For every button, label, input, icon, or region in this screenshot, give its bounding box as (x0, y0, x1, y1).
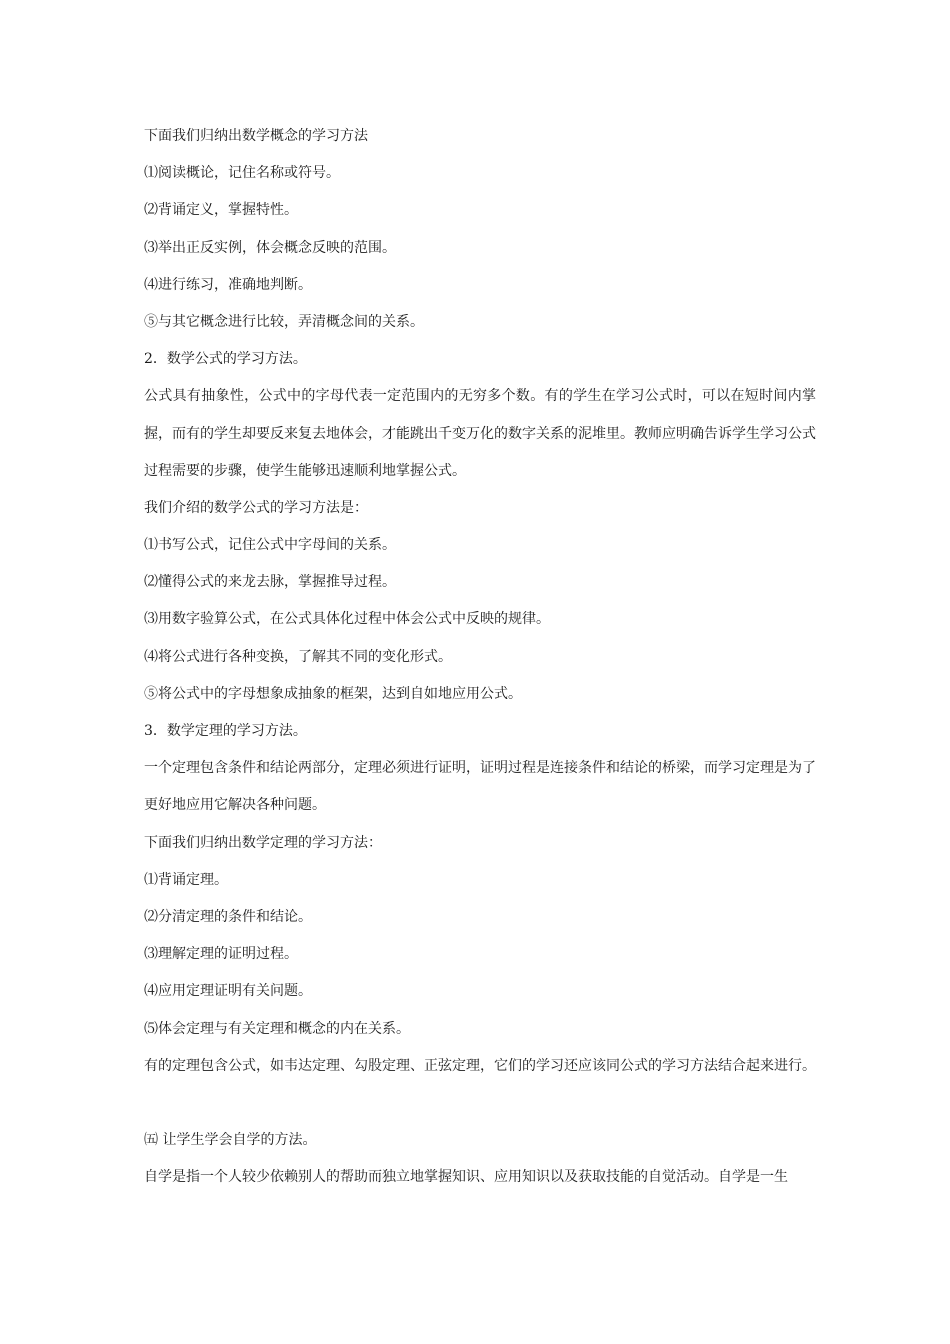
formula-intro: 我们介绍的数学公式的学习方法是： (144, 499, 368, 516)
concept-step-3: ⑶举出正反实例，体会概念反映的范围。 (144, 239, 396, 256)
theorem-step-4: ⑷应用定理证明有关问题。 (144, 983, 312, 1000)
theorem-step-3: ⑶理解定理的证明过程。 (144, 946, 298, 963)
selfstudy-paragraph: 自学是指一个人较少依赖别人的帮助而独立地掌握知识、应用知识以及获取技能的自觉活动。自学是一生 (144, 1169, 788, 1186)
concept-step-4: ⑷进行练习，准确地判断。 (144, 276, 312, 293)
concept-step-5: ⑤与其它概念进行比较，弄清概念间的关系。 (144, 313, 424, 330)
theorem-step-5: ⑸体会定理与有关定理和概念的内在关系。 (144, 1020, 410, 1037)
formula-heading: 2．数学公式的学习方法。 (144, 351, 307, 368)
document-body (144, 118, 816, 1197)
theorem-step-1: ⑴背诵定理。 (144, 871, 228, 888)
concept-step-1: ⑴阅读概论，记住名称或符号。 (144, 165, 340, 182)
formula-step-4: ⑷将公式进行各种变换，了解其不同的变化形式。 (144, 648, 452, 665)
concept-step-2: ⑵背诵定义，掌握特性。 (144, 202, 298, 219)
theorem-closing: 有的定理包含公式，如韦达定理、勾股定理、正弦定理，它们的学习还应该同公式的学习方法结合起来进行。 (144, 1057, 816, 1074)
formula-step-1: ⑴书写公式，记住公式中字母间的关系。 (144, 537, 396, 554)
theorem-paragraph: 一个定理包含条件和结论两部分，定理必须进行证明，证明过程是连接条件和结论的桥梁，而学习定理是为了更好地应用它解决各种问题。 (144, 760, 816, 814)
formula-step-3: ⑶用数字验算公式，在公式具体化过程中体会公式中反映的规律。 (144, 611, 550, 628)
formula-paragraph: 公式具有抽象性，公式中的字母代表一定范围内的无穷多个数。有的学生在学习公式时，可以在短时间内掌握，而有的学生却要反来复去地体会，才能跳出千变万化的数字关系的泥堆里。教师应明确告诉学生学习公式过程需要的步骤，使学生能够迅速顺利地掌握公式。 (144, 388, 816, 479)
formula-step-2: ⑵懂得公式的来龙去脉，掌握推导过程。 (144, 574, 396, 591)
formula-step-5: ⑤将公式中的字母想象成抽象的框架，达到自如地应用公式。 (144, 685, 522, 702)
theorem-step-2: ⑵分清定理的条件和结论。 (144, 909, 312, 926)
selfstudy-heading: ㈤ 让学生学会自学的方法。 (144, 1132, 317, 1149)
theorem-intro: 下面我们归纳出数学定理的学习方法： (144, 834, 382, 851)
theorem-heading: 3．数学定理的学习方法。 (144, 723, 307, 740)
section-spacer (144, 1085, 816, 1122)
concept-intro: 下面我们归纳出数学概念的学习方法 (144, 128, 368, 144)
